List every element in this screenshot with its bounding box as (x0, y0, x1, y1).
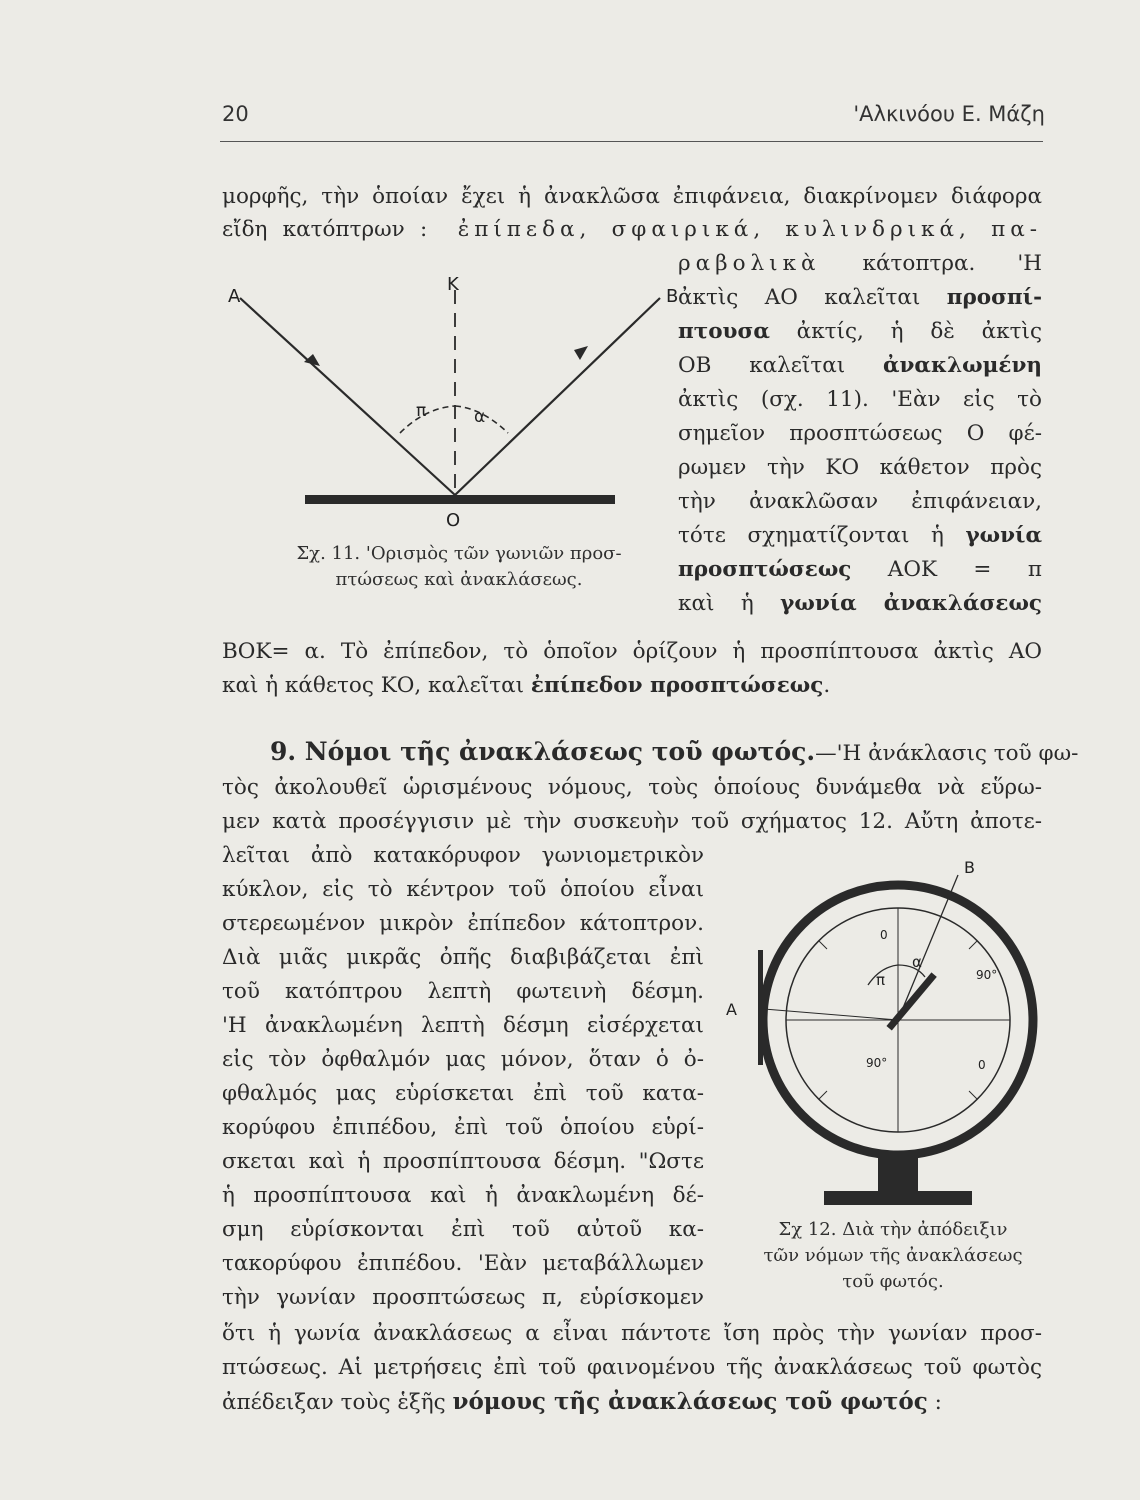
text-line: κύκλον, εἰς τὸ κέντρον τοῦ ὁποίου εἶναι (222, 877, 704, 902)
text-line: ἀπέδειξαν τοὺς ἑξῆς νόμους τῆς ἀνακλάσεως τοῦ φωτός : (222, 1388, 942, 1415)
label-b: B (666, 286, 679, 307)
text-line: ἀκτὶς (σχ. 11). 'Εὰν εἰς τὸ (678, 387, 1042, 412)
text-line: ραβολικὰ κάτοπτρα. 'Η (678, 251, 1042, 276)
text-line: ΒΟΚ= α. Τὸ ἐπίπεδον, τὸ ὁποῖον ὁρίζουν ἡ προσπίπτουσα ἀκτὶς ΑΟ (222, 639, 1042, 664)
running-header-author: 'Αλκινόου Ε. Μάζη (853, 102, 1045, 126)
text-line: μορφῆς, τὴν ὁποίαν ἔχει ἡ ἀνακλῶσα ἐπιφάνεια, διακρίνομεν διάφορα (222, 184, 1042, 209)
text-line: μεν κατὰ προσέγγισιν μὲ τὴν συσκευὴν τοῦ σχήματος 12. Αὔτη ἀποτε- (222, 809, 1042, 834)
label-k: K (447, 274, 459, 295)
text-line: προσπτώσεως ΑΟΚ = π (678, 557, 1042, 582)
incident-beam (764, 1009, 898, 1020)
label-b: B (964, 858, 975, 877)
label-a: A (228, 286, 241, 307)
text-line: Διὰ μιᾶς μικρᾶς ὀπῆς διαβιβάζεται ἐπὶ (222, 945, 704, 970)
scale-label-0-bottom: 0 (978, 1058, 986, 1072)
support-pillar (878, 1155, 918, 1193)
label-pi: π (416, 401, 427, 421)
text-line: σημεῖον προσπτώσεως Ο φέ- (678, 421, 1042, 446)
text-line: τοῦ κατόπτρου λεπτὴ φωτεινὴ δέσμη. (222, 979, 704, 1004)
text-line: τὸς ἀκολουθεῖ ὡρισμένους νόμους, τοὺς ὁποίους δυνάμεθα νὰ εὕρω- (222, 775, 1042, 800)
header-rule (220, 141, 1043, 142)
text-line: τὴν γωνίαν προσπτώσεως π, εὑρίσκομεν (222, 1285, 704, 1310)
slit-screen (758, 950, 763, 1065)
text-line: ὅτι ἡ γωνία ἀνακλάσεως α εἶναι πάντοτε ἴση πρὸς τὴν γωνίαν προσ- (222, 1321, 1042, 1346)
plane-mirror (886, 972, 936, 1030)
text-line: πτουσα ἀκτίς, ἡ δὲ ἀκτὶς (678, 319, 1042, 344)
reflected-ray-ob (455, 298, 660, 495)
figure-11-reflection-diagram (220, 270, 679, 531)
text-line: φθαλμός μας εὑρίσκεται ἐπὶ τοῦ κατα- (222, 1081, 704, 1106)
figure-11-caption: Σχ. 11. 'Ορισμὸς τῶν γωνιῶν προσ- πτώσεως καὶ ἀνακλάσεως. (296, 543, 622, 590)
text-line: ἡ προσπίπτουσα καὶ ἡ ἀνακλωμένη δέ- (222, 1183, 704, 1208)
mirror-surface (305, 495, 615, 504)
reflected-beam (898, 875, 958, 1020)
label-alpha: α (474, 407, 486, 427)
text-line: ρωμεν τὴν ΚΟ κάθετον πρὸς (678, 455, 1042, 480)
section-heading-line: 9. Νόμοι τῆς ἀνακλάσεως τοῦ φωτός.—'Η ἀνάκλασις τοῦ φω- (270, 737, 1079, 766)
reflected-arrow-icon (574, 346, 588, 360)
figure-12-goniometer-apparatus (720, 855, 1050, 1210)
text-line: ἀκτὶς ΑΟ καλεῖται προσπί- (678, 285, 1042, 310)
text-line: εἴδη κατόπτρων : ἐπίπεδα, σφαιρικά, κυλινδρικά, πα- (222, 217, 1042, 242)
text-line: σκεται καὶ ἡ προσπίπτουσα δέσμη. "Ωστε (222, 1149, 704, 1174)
text-line: πτώσεως. Αἱ μετρήσεις ἐπὶ τοῦ φαινομένου τῆς ἀνακλάσεως τοῦ φωτὸς (222, 1355, 1042, 1380)
incident-ray-ao (240, 298, 455, 495)
text-line: εἰς τὸν ὀφθαλμόν μας μόνον, ὅταν ὁ ὀ- (222, 1047, 704, 1072)
label-a: A (726, 1000, 737, 1019)
text-line: σμη εὑρίσκονται ἐπὶ τοῦ αὐτοῦ κα- (222, 1217, 704, 1242)
scale-label-90-left: 90° (866, 1056, 888, 1070)
text-line: ΟΒ καλεῖται ἀνακλωμένη (678, 353, 1042, 378)
text-line: καὶ ἡ κάθετος ΚΟ, καλεῖται ἐπίπεδον προσπτώσεως. (222, 673, 831, 698)
angle-pi-arc (400, 406, 455, 433)
text-line: τακορύφου ἐπιπέδου. 'Εὰν μεταβάλλωμεν (222, 1251, 704, 1276)
text-line: τὴν ἀνακλῶσαν ἐπιφάνειαν, (678, 489, 1042, 514)
text-line: κορύφου ἐπιπέδου, ἐπὶ τοῦ ὁποίου εὑρί- (222, 1115, 704, 1140)
text-line: καὶ ἡ γωνία ἀνακλάσεως (678, 591, 1043, 616)
figure-12-caption: Σχ 12. Διὰ τὴν ἀπόδειξιν τῶν νόμων τῆς ἀνακλάσεως τοῦ φωτός. (763, 1219, 1023, 1292)
text-line: 'Η ἀνακλωμένη λεπτὴ δέσμη εἰσέρχεται (222, 1013, 704, 1038)
label-alpha: α (912, 953, 922, 971)
scale-label-0-top: 0 (880, 928, 888, 942)
label-pi: π (876, 971, 886, 989)
section-heading: 9. Νόμοι τῆς ἀνακλάσεως τοῦ φωτός. (270, 737, 816, 766)
label-o: O (446, 510, 461, 531)
text-line: λεῖται ἀπὸ κατακόρυφον γωνιομετρικὸν (222, 843, 704, 868)
page-number: 20 (222, 102, 249, 126)
base-plate (824, 1191, 972, 1205)
text-line: τότε σχηματίζονται ἡ γωνία (678, 523, 1042, 548)
scale-label-90-right: 90° (976, 968, 998, 982)
text-line: στερεωμένον μικρὸν ἐπίπεδον κάτοπτρον. (222, 911, 704, 936)
